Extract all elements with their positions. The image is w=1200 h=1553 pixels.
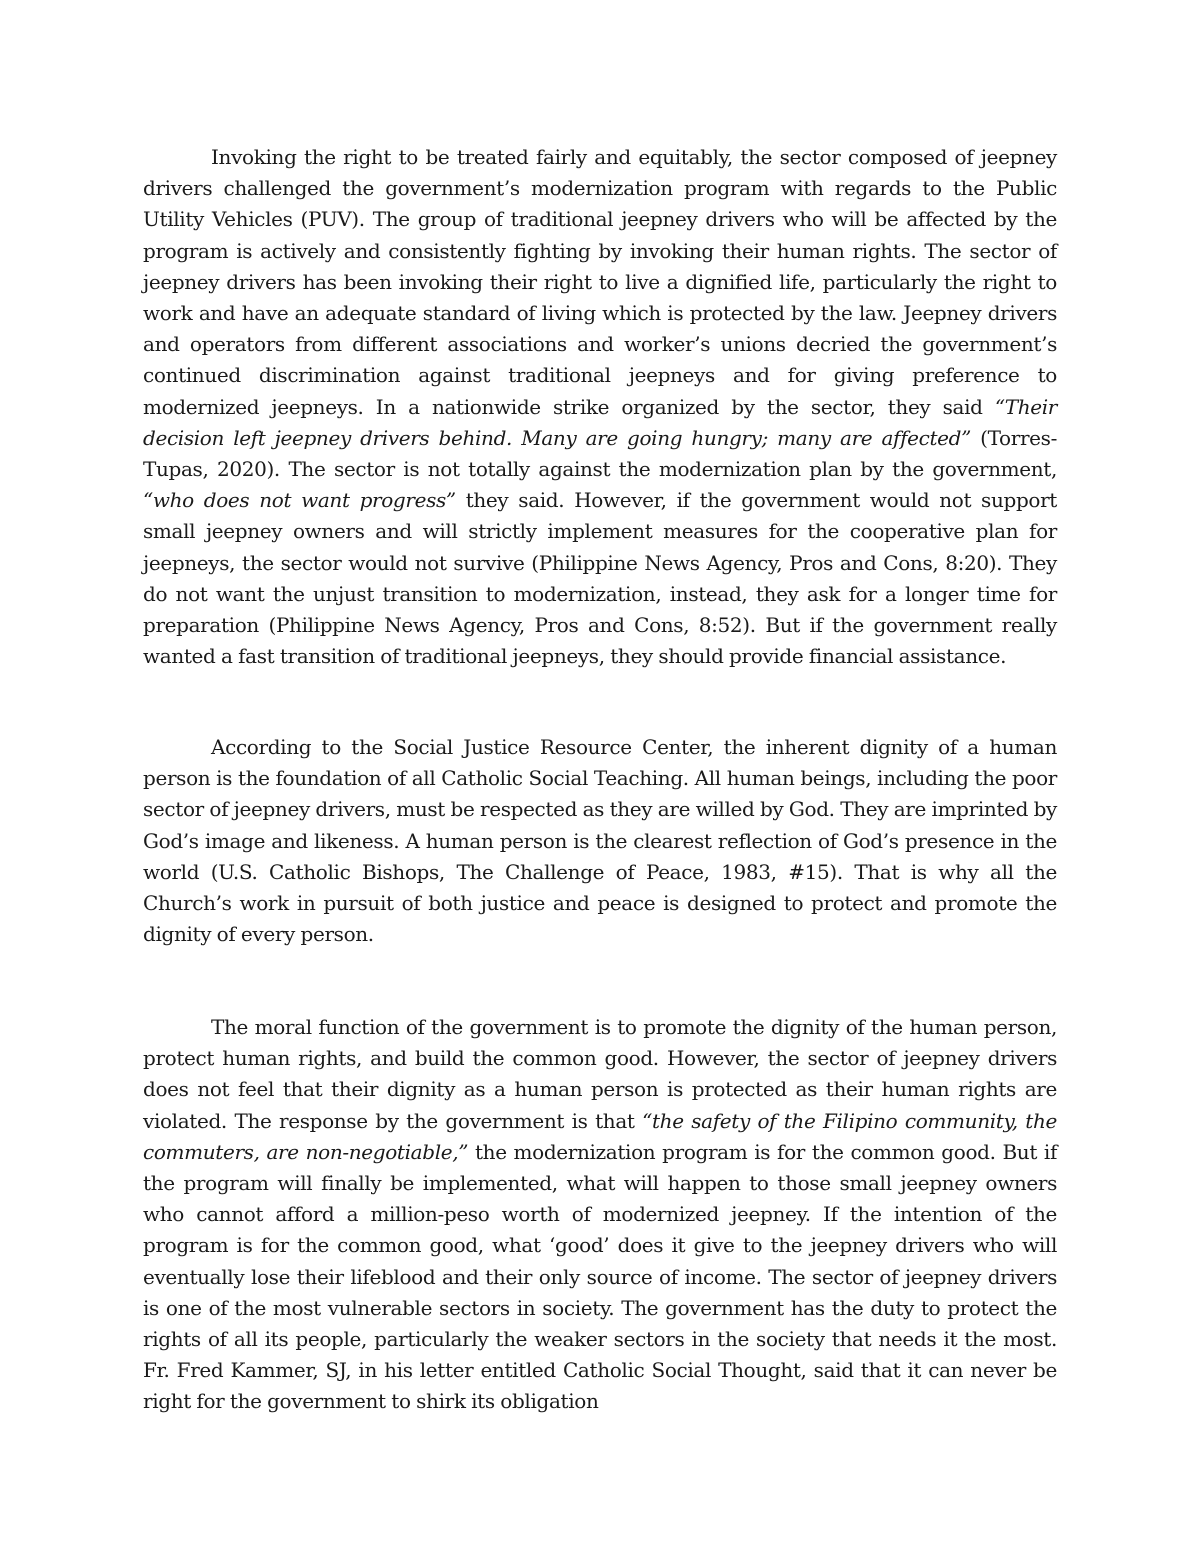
paragraph-3 <box>143 1012 1057 1418</box>
paragraph-2-text: According to the Social Justice Resource Center, the inherent dignity of a human person is the foundation of all Catholic Social Teaching. All human beings, including the poor sector of jeepney drivers, must be respected as they are willed by God. They are imprinted by God’s image and likeness. A human person is the clearest reflection of God’s presence in the world (U.S. Catholic Bishops, The Challenge of Peace, 1983, #15). That is why all the Church’s work in pursuit of both justice and peace is designed to protect and promote the dignity of every person. <box>143 735 1057 947</box>
paragraph-1-text-c: they said. However, if the government would not support small jeepney owners and will strictly implement measures for the cooperative plan for jeepneys, the sector would not survive (Philippine News Agency, Pros and Cons, 8:20). They do not want the unjust transition to modernization, instead, they ask for a longer time for preparation (Philippine News Agency, Pros and Cons, 8:52). But if the government really wanted a fast transition of traditional jeepneys, they should provide financial assistance. <box>143 488 1057 669</box>
paragraph-1-text-a: Invoking the right to be treated fairly and equitably, the sector composed of jeepney drivers challenged the government’s modernization program with regards to the Public Utility Vehicles (PUV). The group of traditional jeepney drivers who will be affected by the program is actively and consistently fighting by invoking their human rights. The sector of jeepney drivers has been invoking their right to live a dignified life, particularly the right to work and have an adequate standard of living which is protected by the law. Jeepney drivers and operators from different associations and worker’s unions decried the government’s continued discrimination against traditional jeepneys and for giving preference to modernized jeepneys. In a nationwide strike organized by the sector, they said <box>143 145 1057 419</box>
paragraph-3-text-b: the modernization program is for the common good. But if the program will finally be implemented, what will happen to those small jeepney owners who cannot afford a million-peso worth of modernized jeepney. If the intention of the program is for the common good, what ‘good’ does it give to the jeepney drivers who will eventually lose their lifeblood and their only source of income. The sector of jeepney drivers is one of the most vulnerable sectors in society. The government has the duty to protect the rights of all its people, particularly the weaker sectors in the society that needs it the most. Fr. Fred Kammer, SJ, in his letter entitled Catholic Social Thought, said that it can never be right for the government to shirk its obligation <box>143 1139 1057 1414</box>
paragraph-3-text-a: The moral function of the government is to promote the dignity of the human person, protect human rights, and build the common good. However, the sector of jeepney drivers does not feel that their dignity as a human person is protected as their human rights are violated. The response by the government is that <box>143 1015 1057 1133</box>
paragraph-1 <box>143 142 1057 672</box>
paragraph-1-quote-b: “who does not want progress” <box>143 488 456 513</box>
paragraph-3-quote: “the safety of the Filipino community, the commuters, are non-negotiable,” <box>143 1108 1057 1164</box>
paragraph-1-quote-a: “Their decision left jeepney drivers behind. Many are going hungry; many are affected” <box>143 394 1057 450</box>
paragraph-2 <box>143 732 1057 950</box>
paragraph-1-text-b: (Torres-Tupas, 2020). The sector is not totally against the modernization plan by the government, <box>143 425 1057 482</box>
